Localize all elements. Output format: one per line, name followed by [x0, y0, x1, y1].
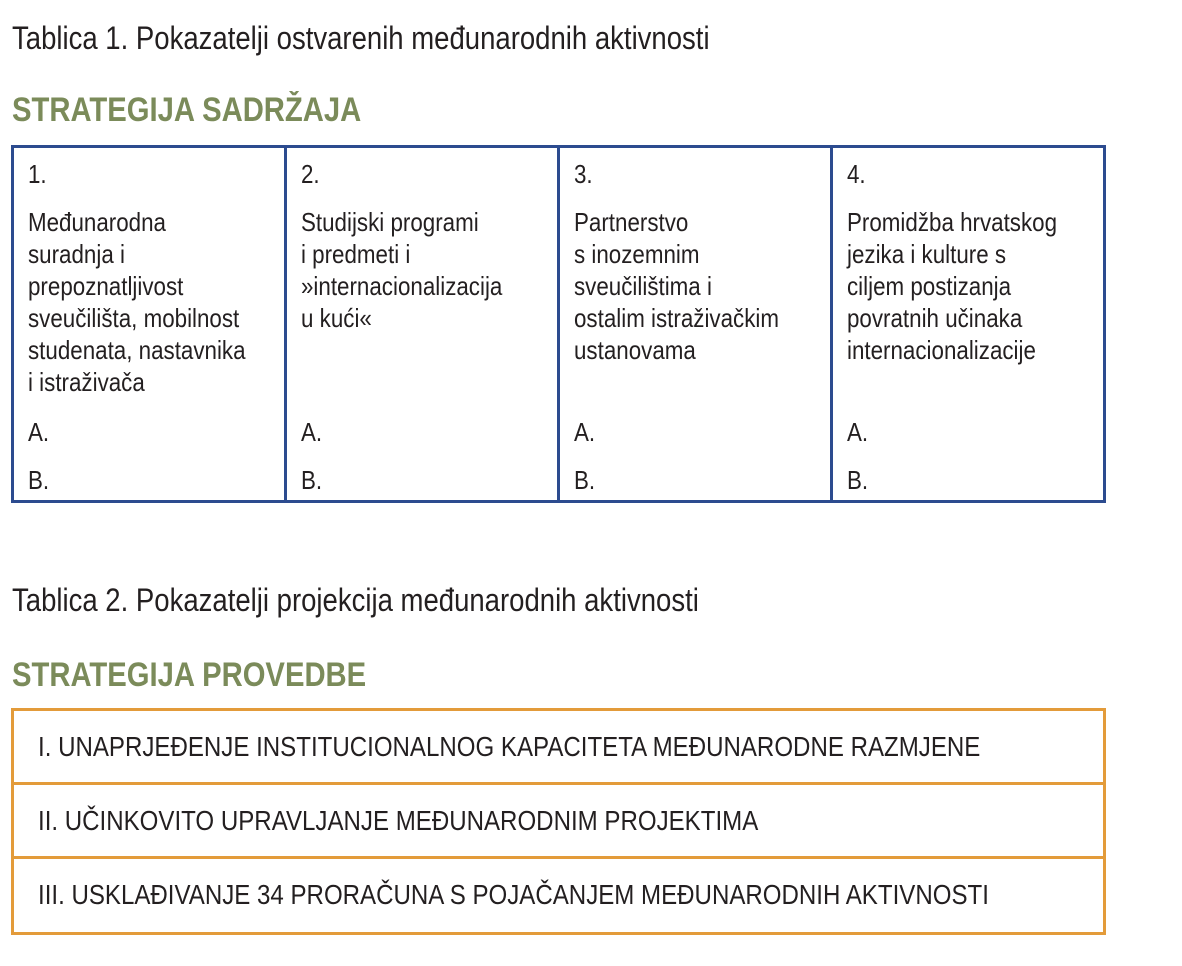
description-line: Međunarodna [28, 207, 167, 237]
description-line: »internacionalizacija [301, 271, 503, 301]
column-description [847, 206, 1057, 366]
column-description [301, 206, 502, 334]
description-line: internacionalizacije [847, 335, 1036, 365]
table1-column-2 [287, 148, 560, 500]
description-line: i istraživača [28, 367, 145, 397]
table1-title: Tablica 1. Pokazatelji ostvarenih međunarodnih aktivnosti [12, 20, 710, 56]
table1-column-1 [14, 148, 287, 500]
indicator-a: A. [301, 417, 323, 447]
description-line: ostalim istraživačkim [574, 303, 780, 333]
column-description [574, 206, 779, 366]
indicator-a: A. [28, 417, 50, 447]
column-number: 1. [28, 159, 47, 189]
implementation-strategy-heading: STRATEGIJA PROVEDBE [12, 656, 367, 694]
description-line: ciljem postizanja [847, 271, 1012, 301]
column-number: 4. [847, 159, 866, 189]
table2-row-3 [14, 859, 1103, 932]
table2-row-1 [14, 711, 1103, 785]
description-line: prepoznatljivost [28, 271, 184, 301]
description-line: s inozemnim [574, 239, 700, 269]
description-line: u kući« [301, 303, 372, 333]
row-text: II. UČINKOVITO UPRAVLJANJE MEĐUNARODNIM PROJEKTIMA [38, 805, 759, 836]
indicator-b: B. [28, 465, 50, 495]
row-text: III. USKLAĐIVANJE 34 PRORAČUNA S POJAČANJEM MEĐUNARODNIH AKTIVNOSTI [38, 879, 989, 910]
description-line: Promidžba hrvatskog [847, 207, 1058, 237]
description-line: studenata, nastavnika [28, 335, 246, 365]
column-number: 2. [301, 159, 320, 189]
table2-title: Tablica 2. Pokazatelji projekcija međunarodnih aktivnosti [12, 582, 699, 618]
indicators-table-2 [11, 708, 1106, 935]
description-line: povratnih učinaka [847, 303, 1023, 333]
description-line: i predmeti i [301, 239, 411, 269]
indicator-a: A. [847, 417, 869, 447]
description-line: ustanovama [574, 335, 696, 365]
indicator-a: A. [574, 417, 596, 447]
content-strategy-heading: STRATEGIJA SADRŽAJA [12, 91, 362, 129]
indicator-b: B. [574, 465, 596, 495]
table2-row-2 [14, 785, 1103, 859]
description-line: Partnerstvo [574, 207, 689, 237]
indicators-table-1 [11, 145, 1106, 503]
indicator-b: B. [847, 465, 869, 495]
description-line: Studijski programi [301, 207, 479, 237]
description-line: jezika i kulture s [847, 239, 1007, 269]
column-number: 3. [574, 159, 593, 189]
description-line: sveučilišta, mobilnost [28, 303, 240, 333]
row-text: I. UNAPRJEĐENJE INSTITUCIONALNOG KAPACITETA MEĐUNARODNE RAZMJENE [38, 731, 981, 762]
indicator-b: B. [301, 465, 323, 495]
table1-column-3 [560, 148, 833, 500]
column-description [28, 206, 246, 398]
description-line: sveučilištima i [574, 271, 712, 301]
description-line: suradnja i [28, 239, 125, 269]
table1-column-4 [833, 148, 1103, 500]
